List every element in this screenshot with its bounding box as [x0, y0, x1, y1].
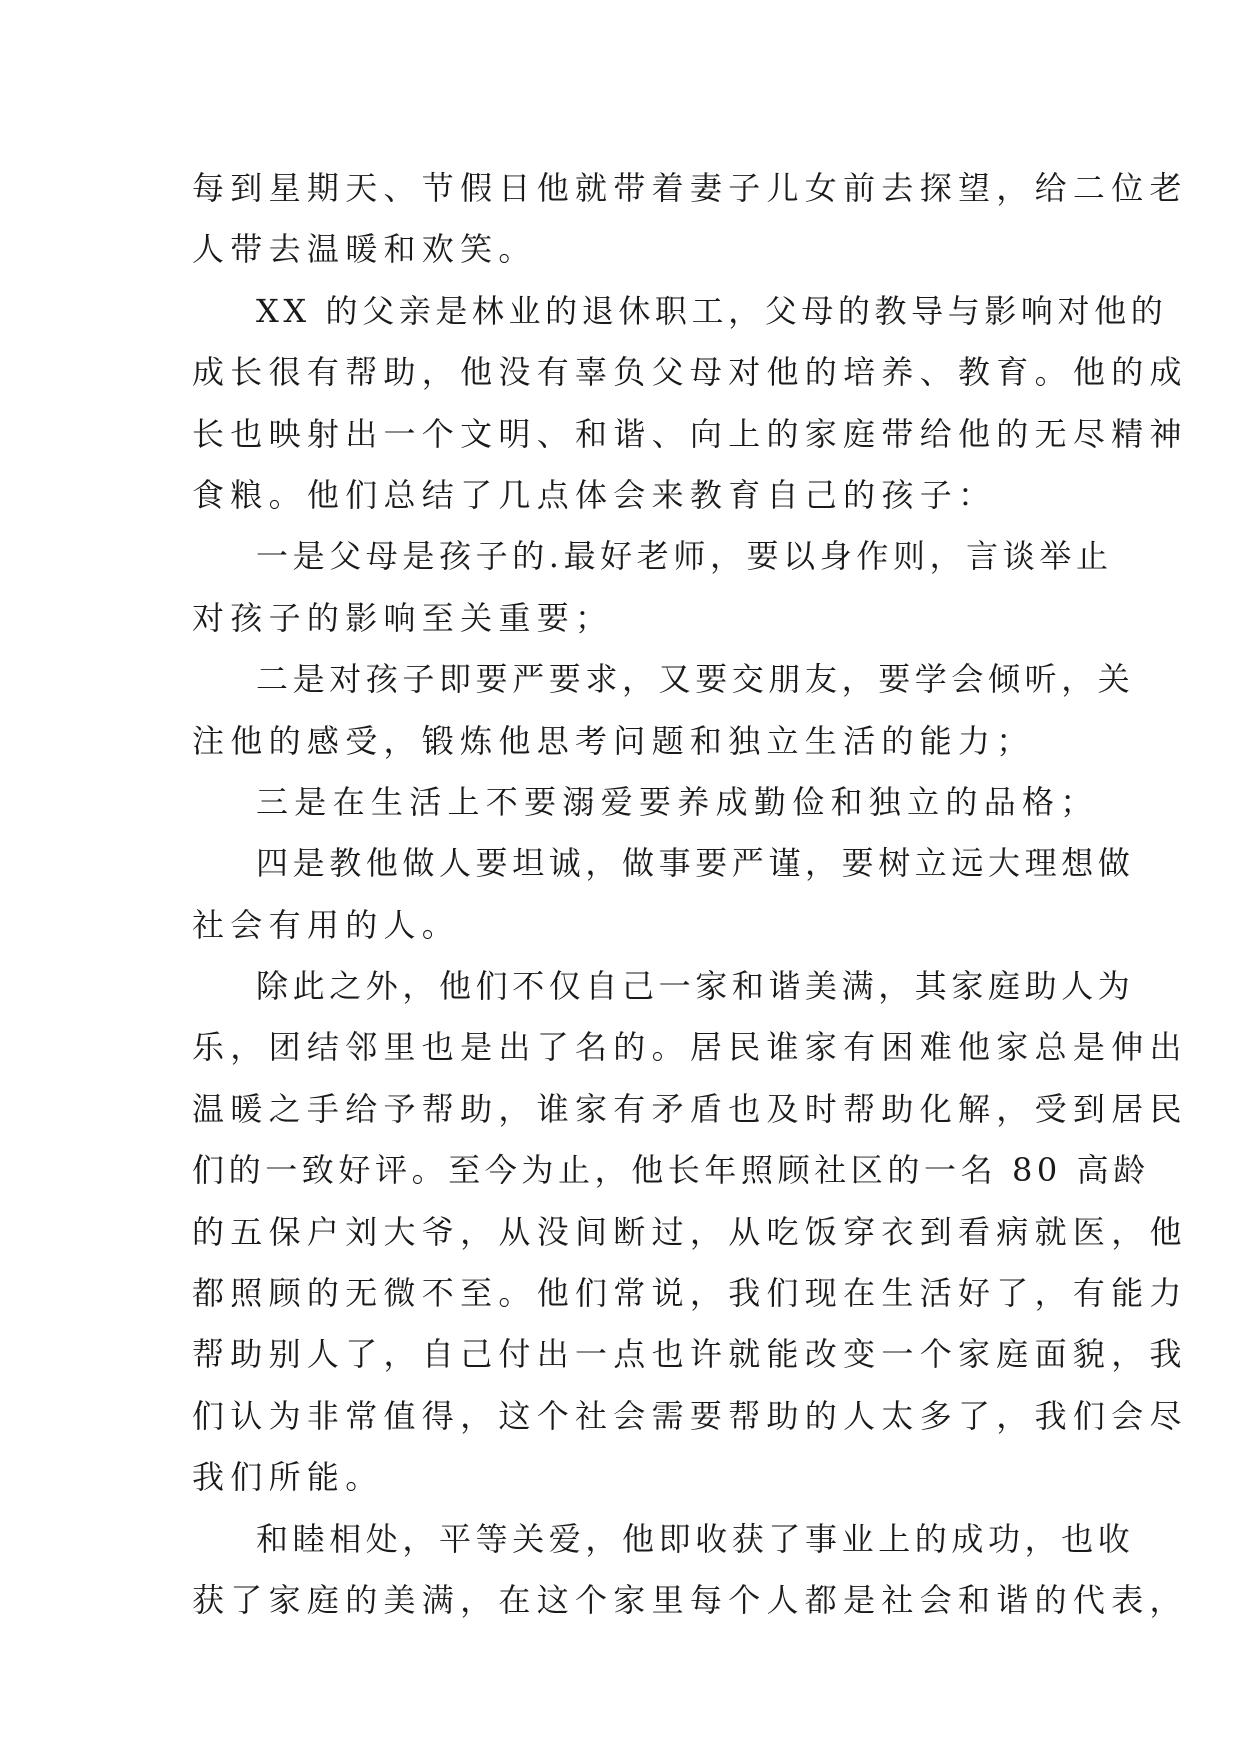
- text-line: 获了家庭的美满，在这个家里每个人都是社会和谐的代表，: [192, 1580, 1188, 1619]
- text-line: 温暖之手给予帮助，谁家有矛盾也及时帮助化解，受到居民: [192, 1089, 1188, 1128]
- text-line: 注他的感受，锻炼他思考问题和独立生活的能力；: [192, 721, 1035, 760]
- text-line: 食粮。他们总结了几点体会来教育自己的孩子：: [192, 475, 997, 514]
- text-line: XX 的父亲是林业的退休职工，父母的教导与影响对他的: [256, 291, 1168, 330]
- text-line: 二是对孩子即要严要求，又要交朋友，要学会倾听，关: [256, 660, 1135, 699]
- text-line: 们认为非常值得，这个社会需要帮助的人太多了，我们会尽: [192, 1396, 1188, 1435]
- text-line: 和睦相处，平等关爱，他即收获了事业上的成功，也收: [256, 1519, 1135, 1558]
- text-line: 对孩子的影响至关重要；: [192, 598, 614, 637]
- text-line: 除此之外，他们不仅自己一家和谐美满，其家庭助人为: [256, 967, 1135, 1006]
- text-line: 社会有用的人。: [192, 905, 461, 944]
- text-line: 都照顾的无微不至。他们常说，我们现在生活好了，有能力: [192, 1274, 1188, 1313]
- body-text: [192, 158, 1188, 1631]
- text-line: 我们所能。: [192, 1458, 384, 1497]
- text-line: 一是父母是孩子的.最好老师，要以身作则，言谈举止: [256, 537, 1113, 576]
- text-line: 的五保户刘大爷，从没间断过，从吃饭穿衣到看病就医，他: [192, 1212, 1188, 1251]
- text-line: 们的一致好评。至今为止，他长年照顾社区的一名 80 高龄: [192, 1151, 1150, 1190]
- text-line: 人带去温暖和欢笑。: [192, 230, 537, 269]
- text-line: 四是教他做人要坦诚，做事要严谨，要树立远大理想做: [256, 844, 1135, 883]
- text-line: 三是在生活上不要溺爱要养成勤俭和独立的品格；: [256, 782, 1099, 821]
- text-line: 每到星期天、节假日他就带着妻子儿女前去探望，给二位老: [192, 169, 1188, 207]
- text-line: 乐，团结邻里也是出了名的。居民谁家有困难他家总是伸出: [192, 1028, 1188, 1067]
- text-line: 长也映射出一个文明、和谐、向上的家庭带给他的无尽精神: [192, 414, 1188, 453]
- text-line: 成长很有帮助，他没有辜负父母对他的培养、教育。他的成: [192, 353, 1188, 392]
- text-line: 帮助别人了，自己付出一点也许就能改变一个家庭面貌，我: [192, 1335, 1188, 1374]
